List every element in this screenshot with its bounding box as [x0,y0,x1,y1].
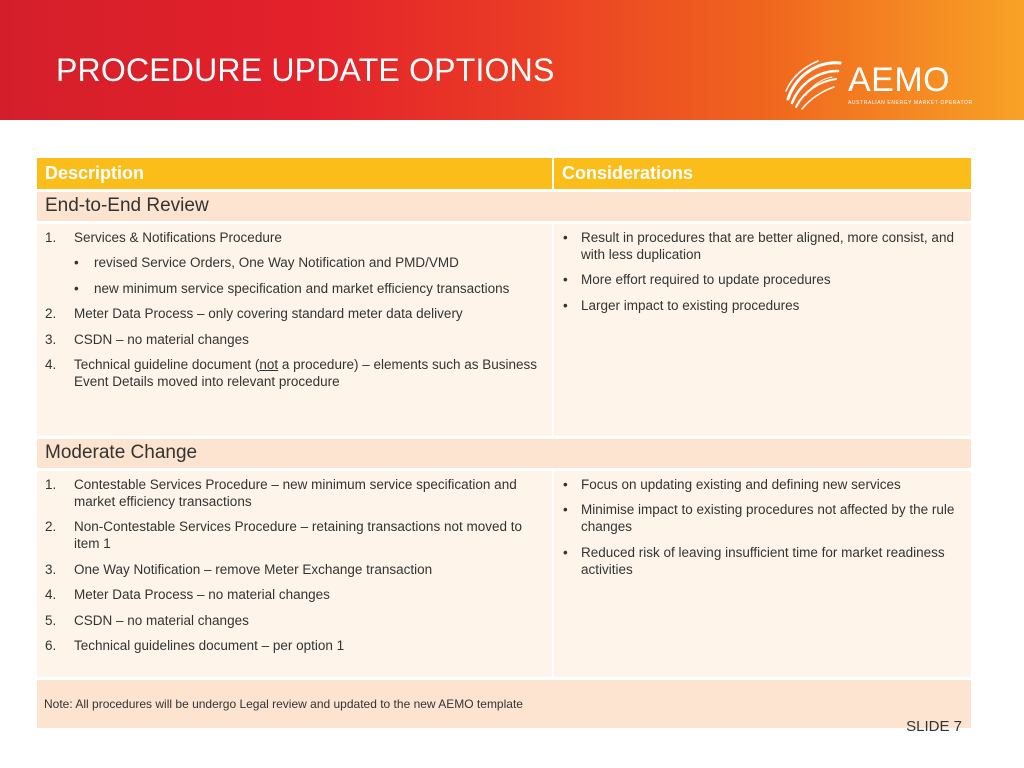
column-header-description: Description [37,158,553,190]
description-list [45,476,544,655]
item-number: 1. [45,229,57,245]
note-text: Note: All procedures will be undergo Legal review and updated to the new AEMO template [37,678,971,728]
sub-list-item: • revised Service Orders, One Way Notification and PMD/VMD [74,254,544,271]
consideration-item: • Minimise impact to existing procedures not affected by the rule changes [562,501,963,535]
item-text-underlined: not [259,357,279,372]
list-item [45,637,544,654]
list-item [45,331,544,348]
item-number: 6. [45,638,57,653]
item-text: Contestable Services Procedure – new minimum service specification and market efficiency transactions [74,476,517,509]
section-title-row [37,190,971,222]
section-body-row [37,469,971,678]
item-text: Technical guideline document ( [74,357,260,372]
slide-header [0,0,1024,120]
column-header-considerations: Considerations [553,158,971,190]
item-text: Services & Notifications Procedure [74,229,282,245]
list-item [45,561,544,578]
list-item [45,229,544,297]
item-number: 3. [45,561,57,577]
considerations-list [562,229,963,314]
description-cell [37,222,553,437]
sub-list-item: • new minimum service specification and market efficiency transactions [74,280,544,297]
list-item [45,586,544,603]
item-number: 5. [45,612,57,628]
note-row [37,678,971,728]
section-body-row [37,222,971,437]
item-text: Meter Data Process – only covering standard meter data delivery [74,306,463,321]
list-item [45,305,544,322]
section-title-moderate-change: Moderate Change [37,437,971,469]
consideration-item: • Focus on updating existing and defining new services [562,476,963,493]
consideration-item: • More effort required to update procedures [562,271,963,288]
item-number: 4. [45,587,57,602]
list-item [45,518,544,552]
aemo-swirl-icon [782,55,846,111]
considerations-list [562,476,963,578]
list-item [45,356,544,390]
consideration-item: • Result in procedures that are better aligned, more consist, and with less duplication [562,229,963,263]
item-text: CSDN – no material changes [74,331,249,347]
item-text: Technical guidelines document – per option 1 [74,638,345,653]
item-number: 1. [45,476,57,492]
logo-wordmark: AEMO [848,61,951,99]
item-number: 4. [45,357,57,372]
item-number: 2. [45,306,57,321]
options-table [37,158,971,728]
consideration-item: • Reduced risk of leaving insufficient time for market readiness activities [562,544,963,578]
description-cell [37,469,553,678]
sub-list [74,254,544,297]
item-text: CSDN – no material changes [74,612,249,628]
item-text: Meter Data Process – no material changes [74,587,330,602]
aemo-logo [782,55,973,111]
table-header-row [37,158,971,190]
item-text: a procedure) – elements such as Business Event Details moved into relevant procedure [74,357,538,389]
item-text: One Way Notification – remove Meter Exchange transaction [74,561,433,577]
section-title-row [37,437,971,469]
section-title-end-to-end: End-to-End Review [37,190,971,222]
logo-tagline: AUSTRALIAN ENERGY MARKET OPERATOR [848,100,973,106]
list-item [45,612,544,629]
slide-title: PROCEDURE UPDATE OPTIONS [56,52,555,88]
consideration-item: • Larger impact to existing procedures [562,297,963,314]
item-number: 3. [45,331,57,347]
considerations-cell [553,469,971,678]
slide-number: SLIDE 7 [906,718,962,735]
item-number: 2. [45,519,57,534]
considerations-cell [553,222,971,437]
item-text: Non-Contestable Services Procedure – retaining transactions not moved to item 1 [74,519,522,551]
list-item [45,476,544,510]
description-list [45,229,544,391]
